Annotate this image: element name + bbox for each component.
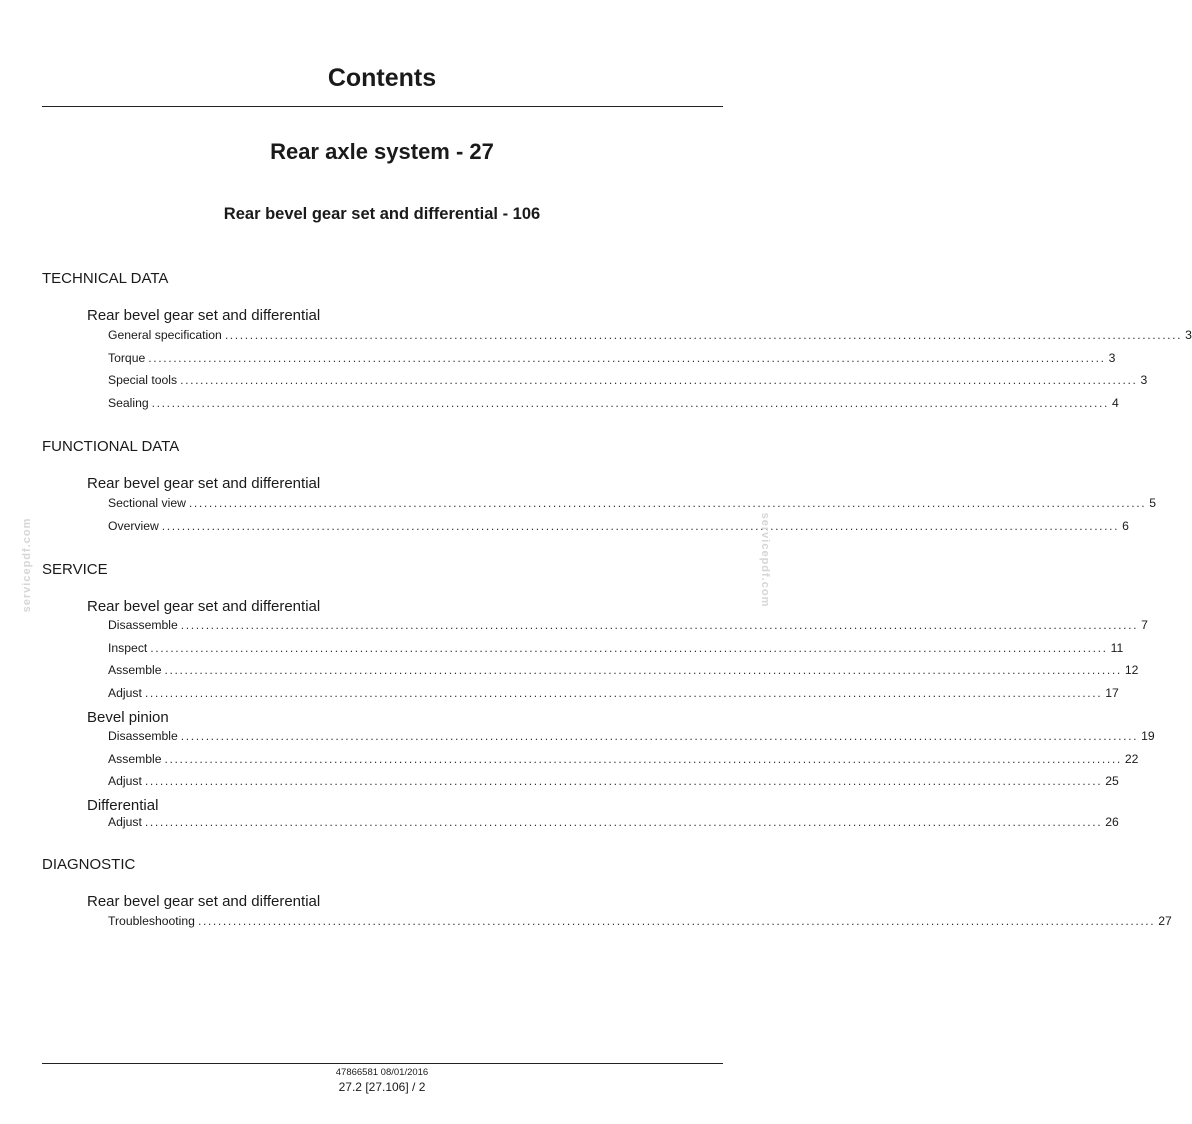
toc-entry[interactable] [108, 914, 1172, 930]
toc-entry[interactable] [108, 729, 1155, 745]
toc-entry[interactable] [108, 519, 1129, 535]
toc-group-heading: Rear bevel gear set and differential [87, 307, 321, 324]
toc-entry-label: Sealing [108, 396, 149, 410]
dot-leader: ................................................................................................................................................................................................ [164, 663, 1122, 677]
toc-entry-label: Assemble [108, 663, 162, 677]
section-title: Rear bevel gear set and differential - 106 [223, 205, 541, 223]
toc-entry[interactable] [108, 815, 1119, 831]
dot-leader: ................................................................................................................................................................................................ [144, 686, 1103, 700]
toc-group-heading: Differential [87, 797, 159, 814]
page-title: Contents [327, 64, 437, 92]
toc-entry-page: 22 [1124, 752, 1139, 766]
toc-group-heading: Rear bevel gear set and differential [87, 475, 321, 492]
toc-entry-label: Adjust [108, 774, 142, 788]
toc-category-functional-data: FUNCTIONAL DATA [42, 438, 180, 455]
toc-entry[interactable] [108, 663, 1139, 679]
toc-entry-label: Overview [108, 519, 159, 533]
dot-leader: ................................................................................................................................................................................................ [180, 373, 1138, 387]
toc-entry-page: 3 [1185, 328, 1192, 342]
toc-entry-label: Troubleshooting [108, 914, 195, 928]
footer-document-reference: 47866581 08/01/2016 [335, 1067, 429, 1078]
dot-leader: ................................................................................................................................................................................................ [180, 729, 1139, 743]
toc-entry-page: 12 [1124, 663, 1139, 677]
dot-leader: ................................................................................................................................................................................................ [144, 815, 1103, 829]
toc-entry[interactable] [108, 774, 1119, 790]
toc-entry-page: 6 [1122, 519, 1129, 533]
watermark-left: servicepdf.com [21, 517, 33, 613]
dot-leader: ................................................................................................................................................................................................ [197, 914, 1156, 928]
toc-entry[interactable] [108, 496, 1157, 512]
toc-category-diagnostic: DIAGNOSTIC [42, 856, 136, 873]
toc-entry-page: 11 [1110, 641, 1124, 655]
dot-leader: ................................................................................................................................................................................................ [161, 519, 1120, 533]
title-divider [42, 106, 723, 107]
toc-entry[interactable] [108, 618, 1148, 634]
toc-entry[interactable] [108, 351, 1116, 367]
toc-entry-page: 4 [1112, 396, 1119, 410]
dot-leader: ................................................................................................................................................................................................ [164, 752, 1122, 766]
toc-entry-label: Inspect [108, 641, 148, 655]
toc-group-heading: Bevel pinion [87, 709, 169, 726]
dot-leader: ................................................................................................................................................................................................ [224, 328, 1183, 342]
toc-entry-page: 19 [1141, 729, 1155, 743]
toc-entry-label: Adjust [108, 815, 142, 829]
toc-entry-label: Special tools [108, 373, 178, 387]
dot-leader: ................................................................................................................................................................................................ [144, 774, 1103, 788]
toc-entry-page: 25 [1105, 774, 1119, 788]
toc-entry[interactable] [108, 641, 1124, 657]
watermark-right: servicepdf.com [759, 512, 771, 608]
dot-leader: ................................................................................................................................................................................................ [180, 618, 1139, 632]
toc-entry-page: 27 [1158, 914, 1172, 928]
toc-entry-label: Disassemble [108, 729, 178, 743]
toc-entry-label: Adjust [108, 686, 142, 700]
toc-category-service: SERVICE [42, 561, 108, 578]
toc-entry[interactable] [108, 373, 1148, 389]
footer-divider [42, 1063, 723, 1064]
toc-entry-label: General specification [108, 328, 222, 342]
toc-entry[interactable] [108, 396, 1119, 412]
toc-entry-label: Assemble [108, 752, 162, 766]
toc-entry-page: 26 [1105, 815, 1119, 829]
toc-entry[interactable] [108, 328, 1192, 344]
toc-group-heading: Rear bevel gear set and differential [87, 893, 321, 910]
toc-entry-label: Sectional view [108, 496, 186, 510]
toc-entry[interactable] [108, 752, 1139, 768]
dot-leader: ................................................................................................................................................................................................ [188, 496, 1147, 510]
footer-page-number: 27.2 [27.106] / 2 [338, 1080, 426, 1094]
dot-leader: ................................................................................................................................................................................................ [148, 351, 1106, 365]
toc-entry-label: Torque [108, 351, 146, 365]
toc-group-heading: Rear bevel gear set and differential [87, 598, 321, 615]
toc-entry-label: Disassemble [108, 618, 178, 632]
chapter-title: Rear axle system - 27 [270, 139, 494, 164]
toc-entry-page: 3 [1140, 373, 1148, 387]
toc-entry-page: 5 [1149, 496, 1157, 510]
toc-category-technical-data: TECHNICAL DATA [42, 270, 169, 287]
toc-entry-page: 17 [1105, 686, 1119, 700]
toc-entry-page: 3 [1108, 351, 1116, 365]
toc-entry[interactable] [108, 686, 1119, 702]
dot-leader: ................................................................................................................................................................................................ [151, 396, 1109, 410]
toc-entry-page: 7 [1141, 618, 1148, 632]
dot-leader: ................................................................................................................................................................................................ [150, 641, 1108, 655]
